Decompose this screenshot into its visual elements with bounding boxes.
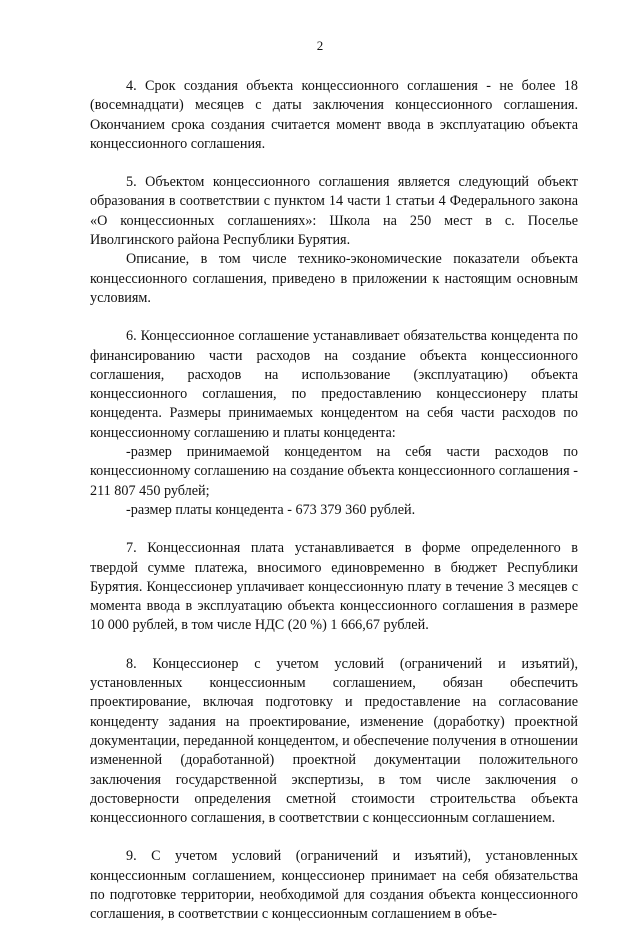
paragraph-6-expenses-amount: -размер принимаемой концедентом на себя части расходов по концессионному соглашению на создание объекта концессионного соглашения - 211 807 450 рублей; xyxy=(90,444,578,499)
paragraph-5-description: Описание, в том числе технико-экономические показатели объекта концессионного соглашения, приведено в приложении к настоящим основным условиям. xyxy=(90,251,578,306)
paragraph-5-object: 5. Объектом концессионного соглашения является следующий объект образования в соответствии с пунктом 14 части 1 статьи 4 Федерального закона «О концессионных соглашениях»: Школа на 250 мест в с. Поселье Иволгинского района Республики Бурятия. xyxy=(90,174,578,249)
paragraph-4-construction-term: 4. Срок создания объекта концессионного соглашения - не более 18 (восемнадцати) месяцев с даты заключения концессионного соглашения. Окончанием срока создания считается момент ввода в эксплуатацию объекта концессионного соглашения. xyxy=(90,78,578,152)
paragraph-6-payment-amount: -размер платы концедента - 673 379 360 рублей. xyxy=(126,501,416,518)
paragraph-9-territory: 9. С учетом условий (ограничений и изъятий), установленных концессионным соглашением, концессионер принимает на себя обязательства по подготовке территории, необходимой для создания объекта концессионного соглашения, в соответствии с концессионным соглашением в объе- xyxy=(90,848,578,923)
paragraph-6-obligations: 6. Концессионное соглашение устанавливает обязательства концедента по финансированию части расходов на создание объекта концессионного соглашения, расходов на использование (эксплуатацию) объекта концессионного соглашения, по предоставлению концессионеру платы концедента. Размеры принимаемых концедентом на себя части расходов по концессионному соглашению и платы концедента: xyxy=(90,328,578,441)
paragraph-7-concession-fee: 7. Концессионная плата устанавливается в форме определенного в твердой сумме платежа, вносимого единовременно в бюджет Республики Бурятия. Концессионер уплачивает концессионную плату в течение 3 месяцев с момента ввода в эксплуатацию объекта концессионного соглашения в размере 10 000 рублей, в том числе НДС (20 %) 1 666,67 рублей. xyxy=(90,540,578,634)
document-body xyxy=(90,77,578,925)
paragraph-8-design: 8. Концессионер с учетом условий (ограничений и изъятий), установленных концессионным соглашением, обязан обеспечить проектирование, включая подготовку и предоставление на согласование концеденту задания на проектирование, изменение (доработку) проектной документации, переданной концедентом, и обеспечение получения в отношении измененной (доработанной) проектной документации положительного заключения государственной экспертизы, в том числе заключения о достоверности определения сметной стоимости строительства объекта концессионного соглашения, в соответствии с концессионным соглашением. xyxy=(90,655,578,827)
page-number: 2 xyxy=(316,38,324,53)
